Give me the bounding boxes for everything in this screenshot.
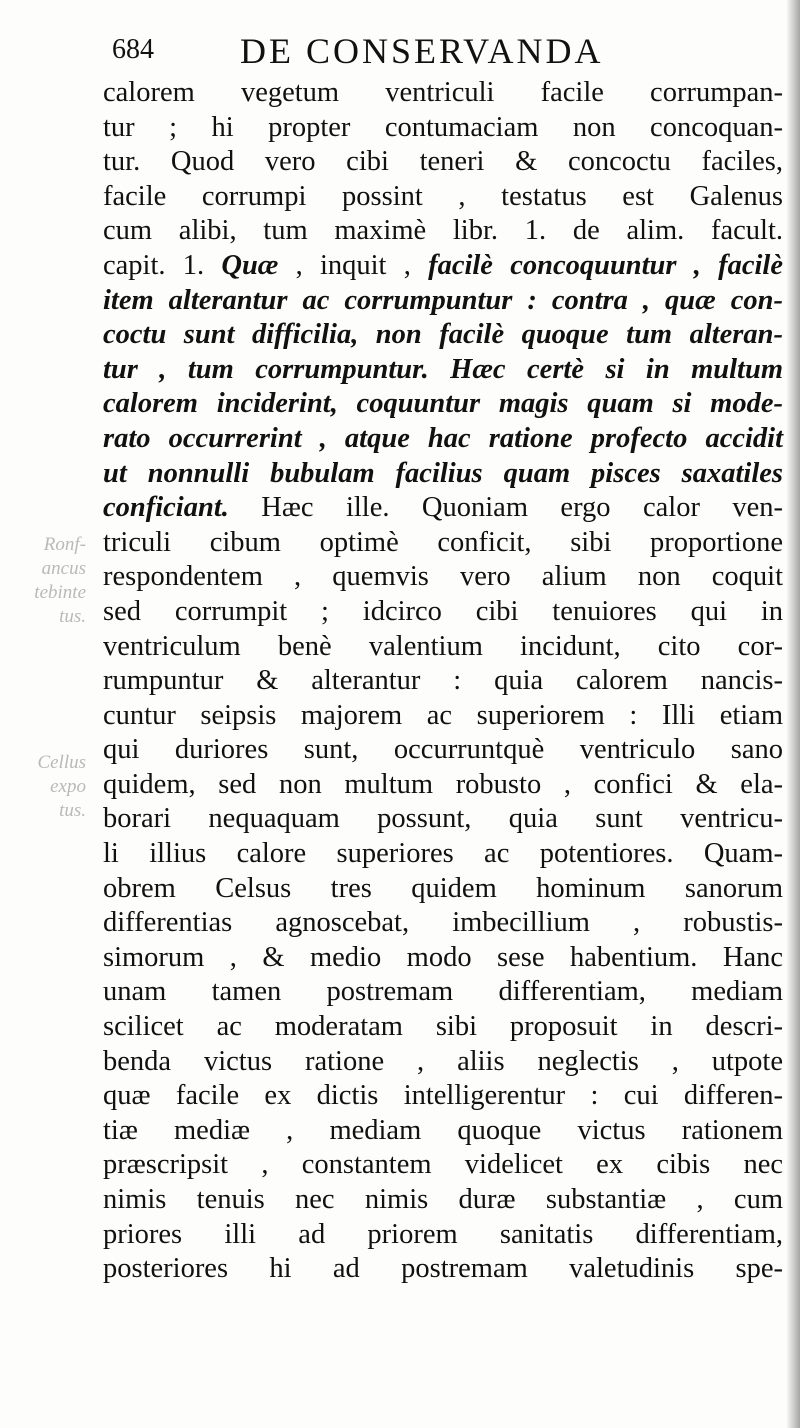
text-segment: cuntur seipsis majorem ac superiorem : Illi etiam xyxy=(103,699,783,731)
text-line xyxy=(103,249,783,284)
text-line xyxy=(103,457,783,492)
text-segment: triculi cibum optimè conficit, sibi proportione xyxy=(103,526,783,558)
text-segment: capit. 1. xyxy=(103,249,222,281)
text-segment: tur. Quod vero cibi teneri & concoctu faciles, xyxy=(103,146,783,178)
text-line xyxy=(103,353,783,388)
text-line xyxy=(103,214,783,249)
text-segment: tur ; hi propter contumaciam non concoquan- xyxy=(103,111,783,143)
text-segment: tiæ mediæ , mediam quoque victus rationem xyxy=(103,1114,783,1146)
text-line xyxy=(103,1010,783,1045)
text-segment: præscripsit , constantem videlicet ex cibis nec xyxy=(103,1149,783,1181)
text-line xyxy=(103,1114,783,1149)
text-segment: qui duriores sunt, occurruntquè ventriculo sano xyxy=(103,734,783,766)
text-line xyxy=(103,872,783,907)
text-line xyxy=(103,975,783,1010)
text-segment: scilicet ac moderatam sibi proposuit in descri- xyxy=(103,1011,783,1043)
text-line xyxy=(103,526,783,561)
italic-quote: ut nonnulli bubulam facilius quam pisces saxatiles xyxy=(103,457,783,489)
page-number: 684 xyxy=(112,34,154,65)
text-line xyxy=(103,76,783,111)
text-segment: cum alibi, tum maximè libr. 1. de alim. facult. xyxy=(103,215,783,247)
text-line xyxy=(103,768,783,803)
text-line xyxy=(103,1079,783,1114)
text-line xyxy=(103,318,783,353)
text-line xyxy=(103,595,783,630)
text-segment: unam tamen postremam differentiam, mediam xyxy=(103,976,783,1008)
text-segment: , inquit , xyxy=(278,249,429,281)
gutter-shadow xyxy=(786,0,800,1428)
text-segment: sed corrumpit ; idcirco cibi tenuiores qui in xyxy=(103,595,783,627)
body-text xyxy=(103,76,783,1287)
text-line xyxy=(103,906,783,941)
italic-quote: conficiant. xyxy=(103,492,229,524)
italic-quote: Quæ xyxy=(221,249,279,281)
running-head: DE CONSERVANDA xyxy=(240,31,604,71)
italic-quote: facilè concoquuntur , facilè xyxy=(428,249,783,281)
text-segment: nimis tenuis nec nimis duræ substantiæ , cum xyxy=(103,1184,783,1215)
margin-note: Ronf- xyxy=(43,534,86,555)
text-segment: calorem vegetum ventriculi facile corrumpan- xyxy=(103,77,783,108)
margin-note: Cellus xyxy=(37,752,86,773)
margin-note: tebinte xyxy=(34,582,86,603)
text-line xyxy=(103,733,783,768)
text-line xyxy=(103,1183,783,1218)
text-line xyxy=(103,837,783,872)
text-segment: differentias agnoscebat, imbecillium , robustis- xyxy=(103,907,783,939)
page-header xyxy=(112,30,762,70)
text-segment: obrem Celsus tres quidem hominum sanorum xyxy=(103,872,783,904)
text-segment: posteriores hi ad postremam valetudinis spe- xyxy=(103,1253,783,1285)
text-segment: ventriculum benè valentium incidunt, cito cor- xyxy=(103,630,783,662)
text-line xyxy=(103,111,783,146)
italic-quote: coctu sunt difficilia, non facilè quoque tum alteran- xyxy=(103,319,783,351)
italic-quote: tur , tum corrumpuntur. Hæc certè si in multum xyxy=(103,353,783,385)
text-line xyxy=(103,387,783,422)
text-line xyxy=(103,1148,783,1183)
text-segment: borari nequaquam possunt, quia sunt ventricu- xyxy=(103,803,783,835)
text-segment: li illius calore superiores ac potentiores. Quam- xyxy=(103,838,783,870)
text-segment: simorum , & medio modo sese habentium. Hanc xyxy=(103,941,783,973)
text-line xyxy=(103,1045,783,1080)
text-line xyxy=(103,630,783,665)
text-line xyxy=(103,284,783,319)
italic-quote: item alterantur ac corrumpuntur : contra , quæ con- xyxy=(103,284,783,316)
margin-note: ancus xyxy=(41,558,86,579)
text-line xyxy=(103,699,783,734)
text-segment: priores illi ad priorem sanitatis differentiam, xyxy=(103,1218,783,1250)
text-line xyxy=(103,1218,783,1253)
text-line xyxy=(103,802,783,837)
italic-quote: rato occurrerint , atque hac ratione profecto accidit xyxy=(103,422,783,454)
text-segment: quidem, sed non multum robusto , confici & ela- xyxy=(103,768,783,800)
text-line xyxy=(103,180,783,215)
text-segment: benda victus ratione , aliis neglectis , utpote xyxy=(103,1045,783,1077)
text-segment: rumpuntur & alterantur : quia calorem nancis- xyxy=(103,665,783,697)
margin-note: tus. xyxy=(59,800,86,821)
text-line xyxy=(103,491,783,526)
text-segment: Hæc ille. Quoniam ergo calor ven- xyxy=(228,492,783,524)
text-segment: quæ facile ex dictis intelligerentur : cui differen- xyxy=(103,1080,783,1112)
text-line xyxy=(103,422,783,457)
margin-note: expo xyxy=(50,776,86,797)
text-line xyxy=(103,941,783,976)
margin-note: tus. xyxy=(59,606,86,627)
text-line xyxy=(103,664,783,699)
italic-quote: calorem inciderint, coquuntur magis quam si mode- xyxy=(103,388,783,420)
text-line xyxy=(103,145,783,180)
text-segment: facile corrumpi possint , testatus est Galenus xyxy=(103,180,783,212)
text-line xyxy=(103,560,783,595)
text-line xyxy=(103,1252,783,1287)
text-segment: respondentem , quemvis vero alium non coquit xyxy=(103,561,783,593)
